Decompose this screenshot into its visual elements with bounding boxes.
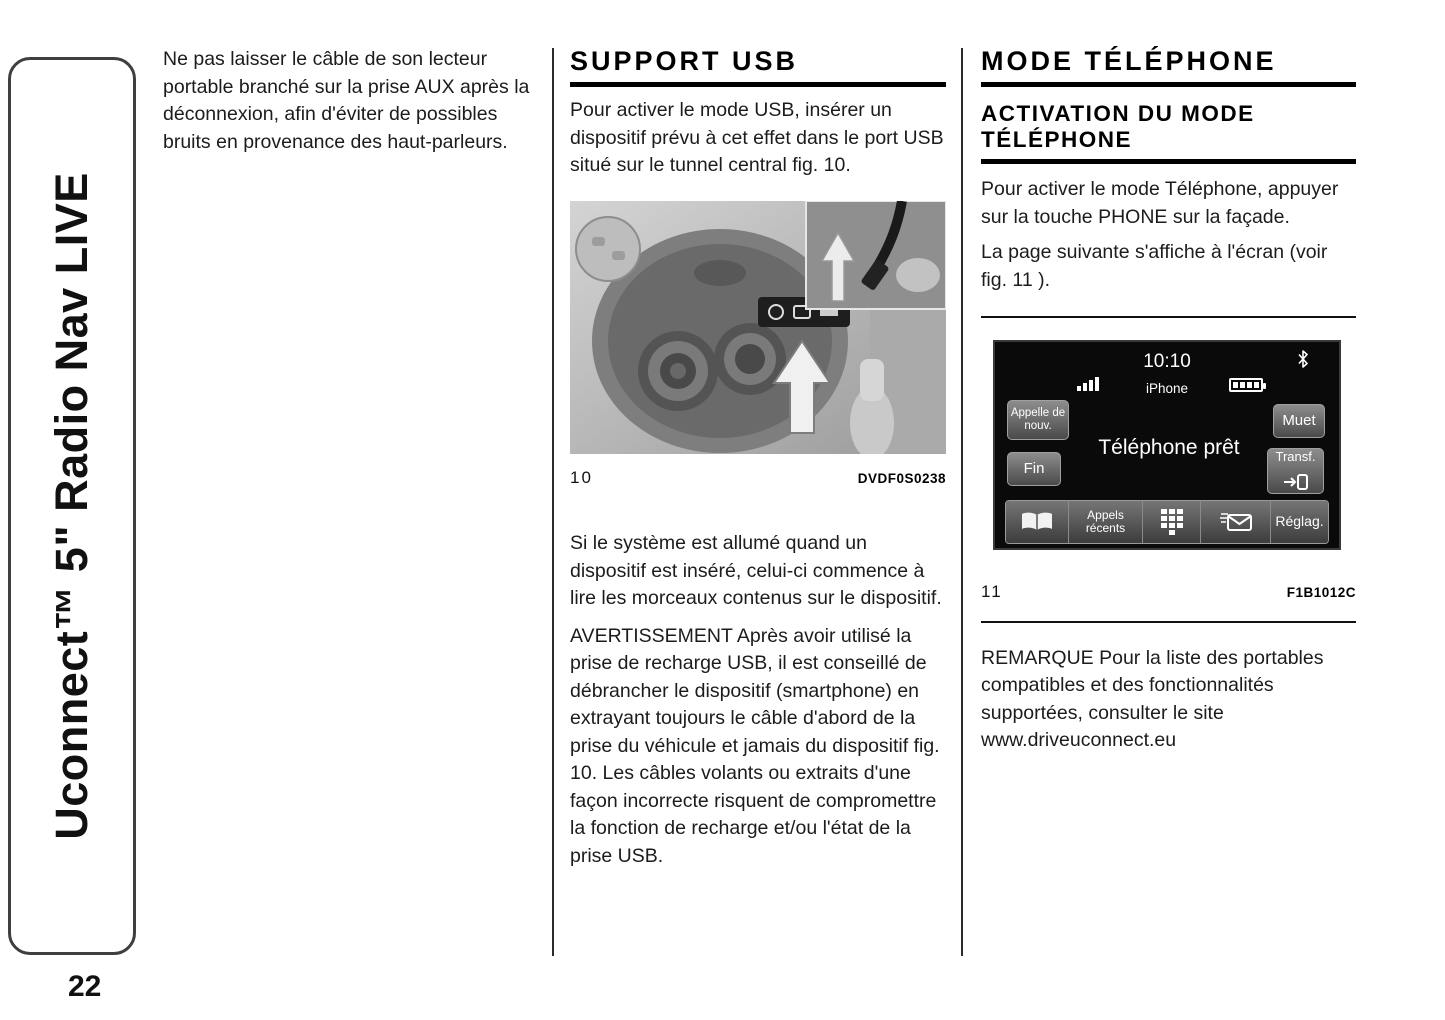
- figure-number: 10: [570, 467, 593, 487]
- transfer-label: Transf.: [1275, 449, 1316, 464]
- open-book-icon: [1020, 511, 1054, 533]
- clock: 10:10: [1143, 351, 1191, 372]
- usb-paragraph-1: Pour activer le mode USB, insérer un dispositif prévu à cet effet dans le port USB situé sur le tunnel central fig. 10.: [570, 99, 944, 176]
- column-divider: [552, 48, 554, 956]
- figure-caption: [981, 578, 1356, 607]
- settings-button: Réglag.: [1270, 501, 1328, 543]
- chapter-title: Uconnect™ 5" Radio Nav LIVE: [46, 172, 97, 840]
- recent-calls-button: Appels récents: [1068, 501, 1142, 543]
- intro-column: [163, 46, 543, 156]
- figure-code: F1B1012C: [1286, 585, 1356, 600]
- phone-status-text: Téléphone prêt: [1098, 436, 1240, 459]
- phonebook-button: [1006, 501, 1068, 543]
- redial-button: Appelle de nouv.: [1007, 400, 1069, 440]
- figure-caption: [570, 464, 946, 493]
- phone-section: [981, 46, 1356, 755]
- intro-paragraph: Ne pas laisser le câble de son lecteur portable branché sur la prise AUX après la déconnexion, afin d'éviter de possibles bruits en provenance des haut-parleurs.: [163, 48, 530, 153]
- transfer-button: [1267, 448, 1324, 494]
- dial-pad-icon: [1160, 508, 1184, 536]
- phone-heading: MODE TÉLÉPHONE: [981, 46, 1356, 87]
- chapter-tab: [8, 57, 136, 955]
- usb-section: [570, 46, 946, 870]
- phone-mode-screen-figure: [993, 340, 1341, 550]
- page-number: 22: [68, 970, 102, 1003]
- figure-top-rule: [981, 316, 1356, 318]
- column-divider: [961, 48, 963, 956]
- battery-icon: [1229, 378, 1263, 392]
- keypad-button: [1142, 501, 1200, 543]
- figure-bottom-rule: [981, 621, 1356, 623]
- messages-button: [1200, 501, 1270, 543]
- figure-code: DVDF0S0238: [857, 470, 946, 486]
- bluetooth-icon: [1297, 349, 1309, 377]
- remark-paragraph: REMARQUE Pour la liste des portables compatibles et des fonctionnalités supportées, consulter le site www.driveuconnect.eu: [981, 646, 1324, 751]
- usb-warning-paragraph: AVERTISSEMENT Après avoir utilisé la prise de recharge USB, il est conseillé de débrancher le dispositif (smartphone) en extrayant toujours le câble d'abord de la prise du véhicule et jamais du dispositif fig. 10. Les câbles volants ou extraits d'une façon incorrecte risquent de compromettre la fonction de recharge et/ou l'état de la prise USB.: [570, 624, 940, 867]
- envelope-icon: [1219, 510, 1253, 534]
- connected-device-name: iPhone: [1145, 381, 1189, 396]
- figure-number: 11: [981, 582, 1003, 601]
- usb-heading: SUPPORT USB: [570, 46, 946, 87]
- arrow-to-phone-icon: [1283, 472, 1309, 500]
- usb-paragraph-2: Si le système est allumé quand un dispositif est inséré, celui-ci commence à lire les morceaux contenus sur le dispositif.: [570, 532, 942, 609]
- phone-paragraph-1: Pour activer le mode Téléphone, appuyer sur la touche PHONE sur la façade.: [981, 178, 1339, 228]
- phone-bottom-bar: [1005, 500, 1329, 544]
- mute-button: Muet: [1273, 404, 1325, 438]
- end-call-button: Fin: [1007, 452, 1061, 486]
- phone-paragraph-2: La page suivante s'affiche à l'écran (voir fig. 11 ).: [981, 241, 1328, 291]
- phone-subheading: ACTIVATION DU MODE TÉLÉPHONE: [981, 101, 1356, 164]
- cup-holder-usb-photo: [570, 201, 946, 454]
- usb-port-illustration: [570, 201, 946, 454]
